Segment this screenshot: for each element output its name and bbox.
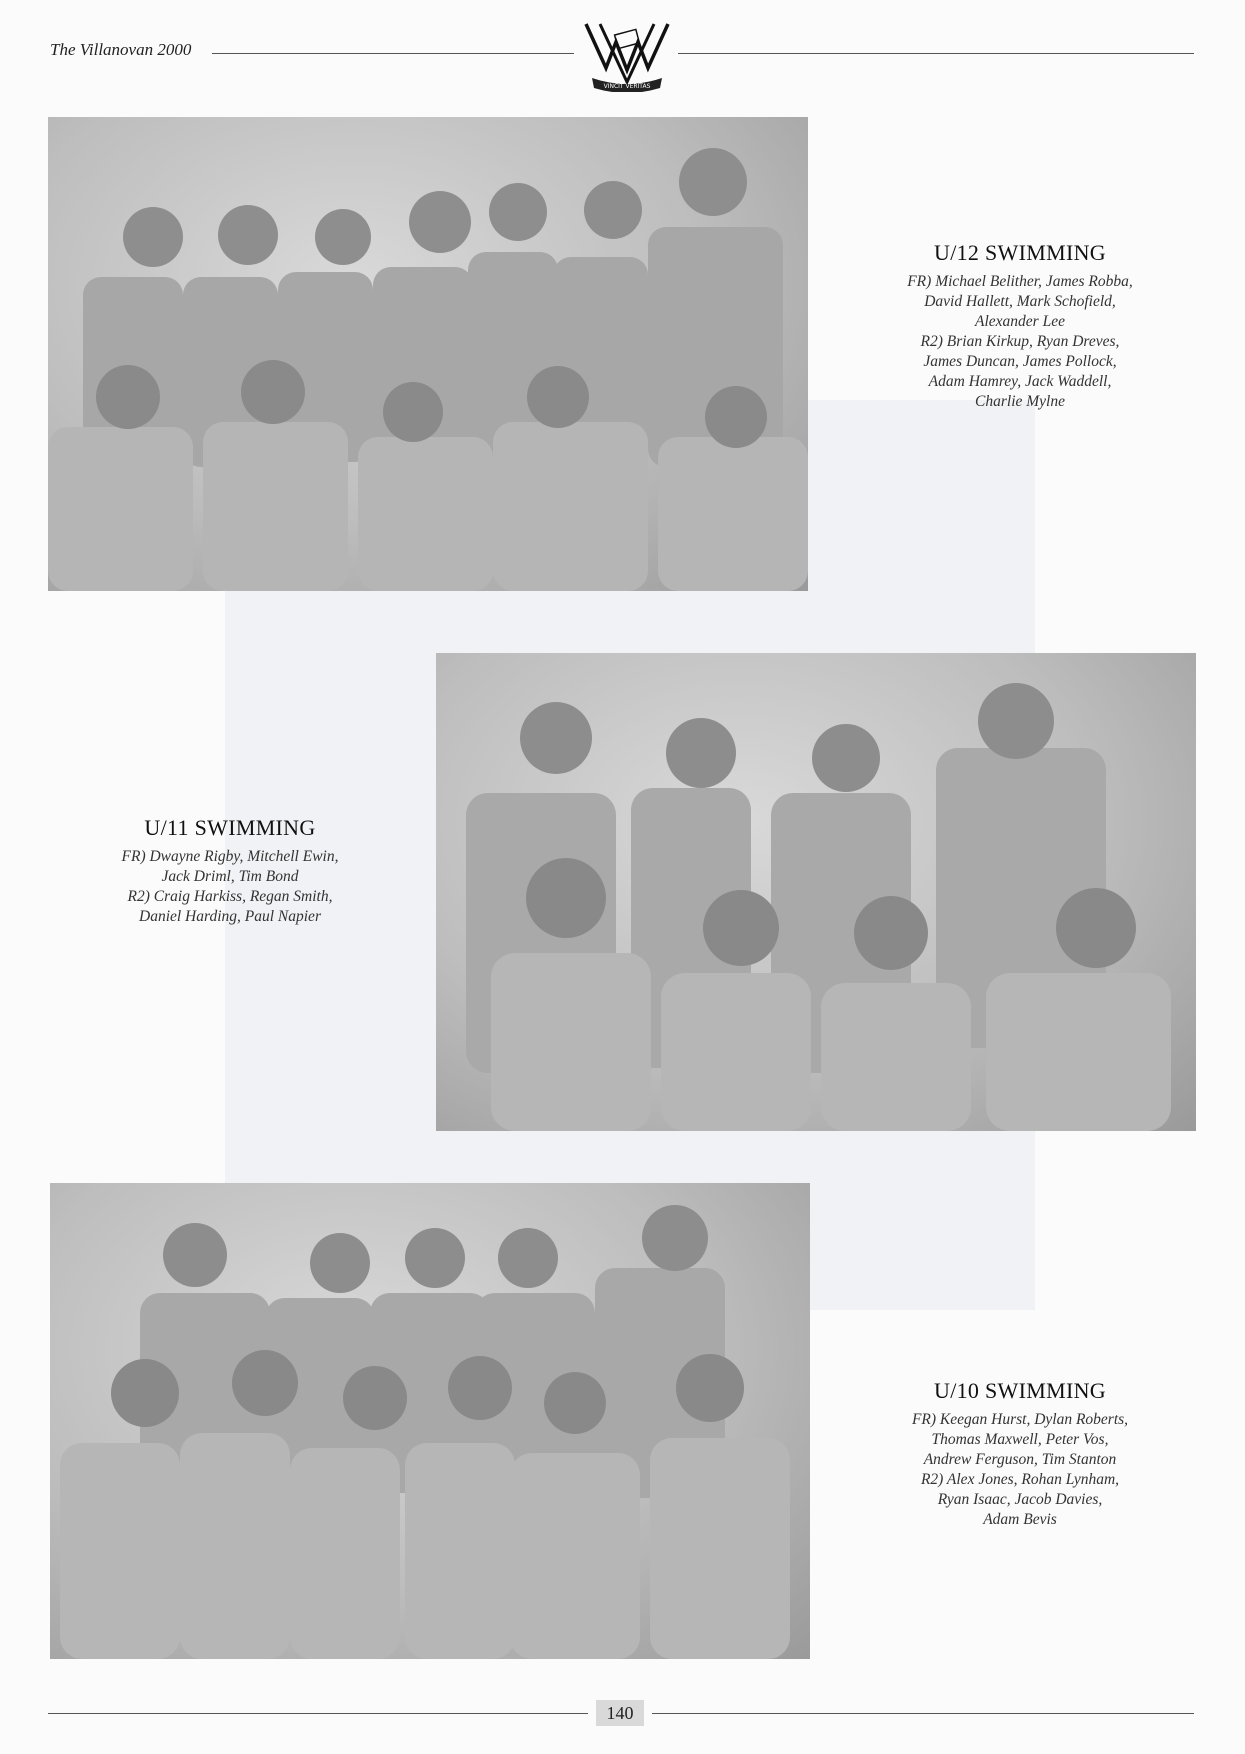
section-heading: U/11 SWIMMING — [144, 815, 316, 840]
caption-line: Charlie Mylne — [975, 393, 1065, 410]
header-rule-left — [212, 53, 574, 54]
footer-rule-right — [652, 1713, 1194, 1714]
caption-line: Thomas Maxwell, Peter Vos, — [931, 1431, 1109, 1448]
caption-line: R2) Brian Kirkup, Ryan Dreves, — [920, 333, 1120, 350]
caption-line: FR) Dwayne Rigby, Mitchell Ewin, — [121, 848, 339, 865]
header-rule-right — [678, 53, 1194, 54]
page-number: 140 — [596, 1700, 644, 1726]
caption-u11 — [60, 815, 400, 927]
caption-line: Andrew Ferguson, Tim Stanton — [923, 1451, 1117, 1468]
caption-line: Jack Driml, Tim Bond — [161, 868, 299, 885]
team-photo-u11 — [436, 653, 1196, 1131]
crest-motto: VINCIT VERITAS — [603, 83, 651, 90]
team-photo-u10 — [50, 1183, 810, 1659]
caption-u10 — [850, 1378, 1190, 1530]
caption-line: Adam Hamrey, Jack Waddell, — [928, 373, 1112, 390]
caption-u12 — [850, 240, 1190, 412]
section-heading: U/10 SWIMMING — [934, 1378, 1106, 1403]
publication-title: The Villanovan 2000 — [50, 40, 192, 59]
caption-line: David Hallett, Mark Schofield, — [924, 293, 1116, 310]
team-photo-u12 — [48, 117, 808, 591]
caption-line: James Duncan, James Pollock, — [923, 353, 1117, 370]
caption-line: R2) Craig Harkiss, Regan Smith, — [127, 888, 333, 905]
section-heading: U/12 SWIMMING — [934, 240, 1106, 265]
caption-line: Adam Bevis — [983, 1511, 1057, 1528]
caption-line: Alexander Lee — [975, 313, 1065, 330]
caption-line: R2) Alex Jones, Rohan Lynham, — [920, 1471, 1120, 1488]
footer-rule-left — [48, 1713, 588, 1714]
caption-line: FR) Michael Belither, James Robba, — [907, 273, 1133, 290]
caption-line: Daniel Harding, Paul Napier — [139, 908, 321, 925]
school-crest-icon — [582, 20, 672, 92]
caption-line: Ryan Isaac, Jacob Davies, — [937, 1491, 1103, 1508]
caption-line: FR) Keegan Hurst, Dylan Roberts, — [911, 1411, 1129, 1428]
